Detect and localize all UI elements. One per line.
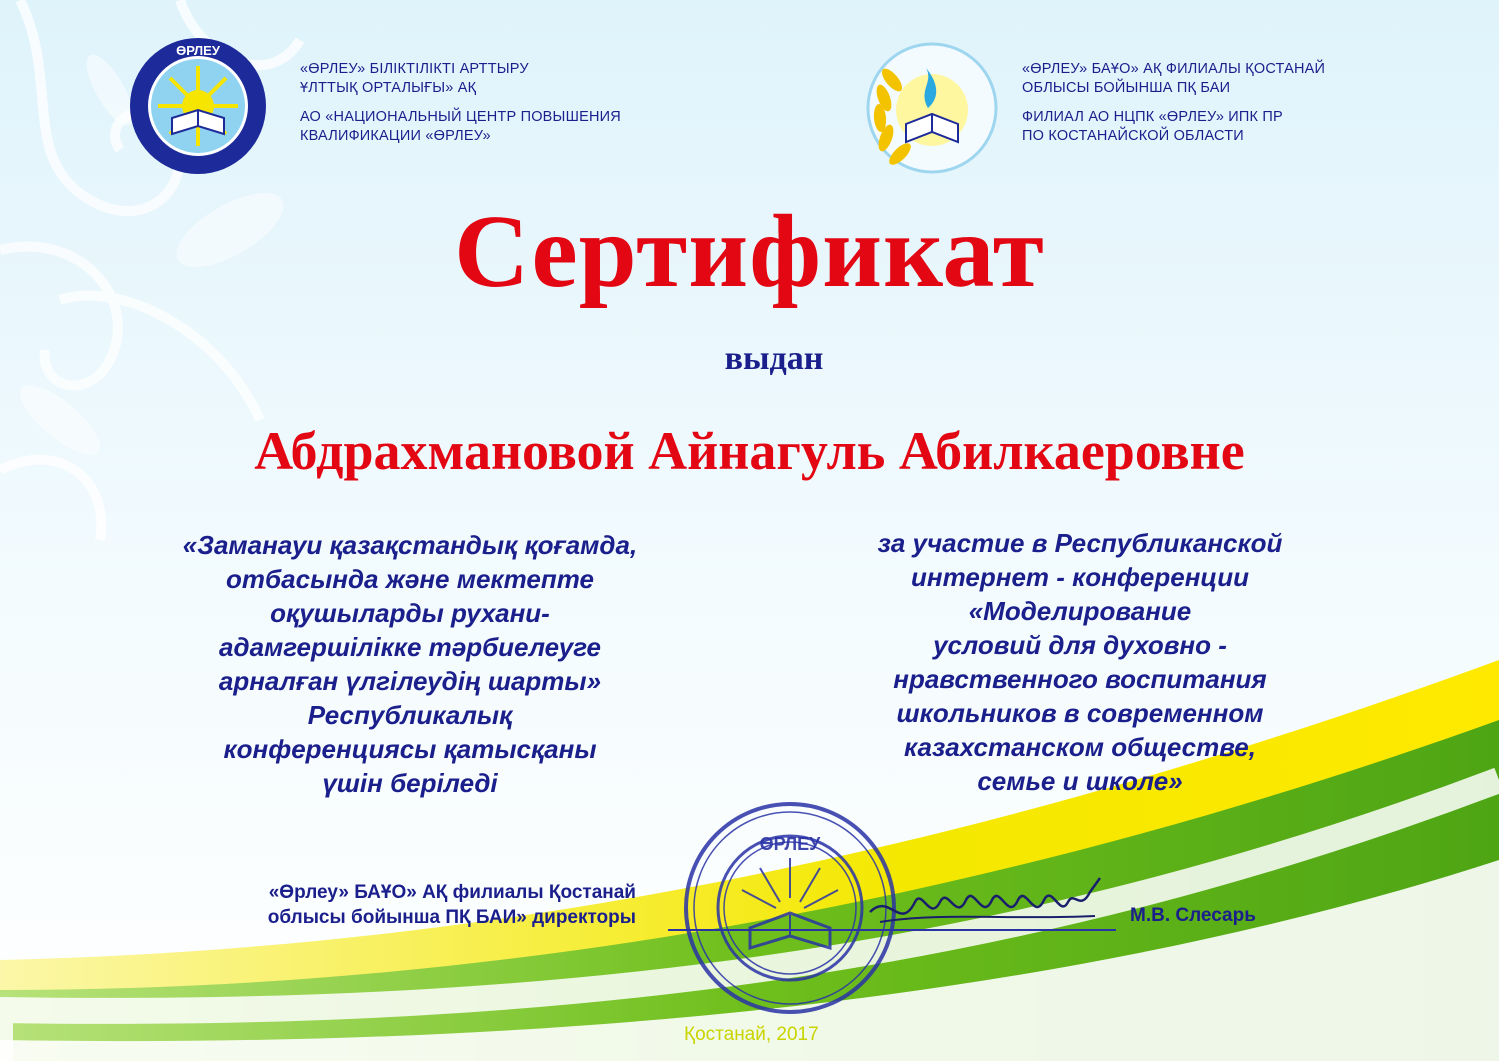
body-ru-line: школьников в современном [896, 698, 1264, 728]
director-title [120, 880, 636, 930]
header-right-kk-line1: «ӨРЛЕУ» БАҰО» АҚ ФИЛИАЛЫ ҚОСТАНАЙ [1022, 61, 1326, 77]
body-kk-line: конференциясы қатысқаны [223, 734, 597, 764]
body-kk-line: адамгершілікке тәрбиелеуге [219, 632, 601, 662]
body-kk-line: «Заманауи қазақстандық қоғамда, [182, 530, 638, 560]
place-date: Қостанай, 2017 [684, 1024, 819, 1045]
body-text-kk [110, 528, 710, 800]
svg-text:ӨРЛЕУ: ӨРЛЕУ [176, 43, 220, 58]
body-kk-line: отбасында және мектепте [226, 564, 594, 594]
signer-name: М.В. Слесарь [1130, 905, 1256, 926]
header-left-ru-line2: КВАЛИФИКАЦИИ «ӨРЛЕУ» [300, 128, 491, 144]
header-left-kk-line2: ҰЛТТЫҚ ОРТАЛЫҒЫ» АҚ [300, 80, 477, 96]
body-kk-line: Республикалық [307, 700, 513, 730]
body-ru-line: казахстанском обществе, [904, 732, 1256, 762]
header-left [300, 60, 621, 146]
issued-label: выдан [724, 340, 824, 377]
svg-text:ӨРЛЕУ: ӨРЛЕУ [759, 834, 821, 854]
body-text-ru [780, 526, 1380, 798]
certificate-title: Сертификат [454, 194, 1045, 309]
header-right-kk-line2: ОБЛЫСЫ БОЙЫНША ПҚ БАИ [1022, 80, 1231, 96]
body-ru-line: «Моделирование [968, 596, 1192, 626]
body-kk-line: арналған үлгілеудің шарты» [218, 666, 602, 696]
body-ru-line: семье и школе» [977, 766, 1183, 796]
book-flame-emblem-icon [862, 38, 1002, 178]
header-right [1022, 60, 1325, 146]
header-right-ru-line1: ФИЛИАЛ АО НЦПК «ӨРЛЕУ» ИПК ПР [1022, 109, 1283, 125]
body-ru-line: нравственного воспитания [893, 664, 1267, 694]
recipient-name: Абдрахмановой Айнагуль Абилкаеровне [254, 421, 1245, 481]
body-ru-line: за участие в Республиканской [877, 528, 1283, 558]
header-right-ru-line2: ПО КОСТАНАЙСКОЙ ОБЛАСТИ [1022, 128, 1244, 144]
header-left-kk-line1: «ӨРЛЕУ» БІЛІКТІЛІКТІ АРТТЫРУ [300, 61, 529, 77]
body-kk-line: оқушыларды рухани- [270, 598, 550, 628]
body-ru-line: условий для духовно - [933, 630, 1227, 660]
book-emblem-icon [128, 36, 268, 176]
body-ru-line: интернет - конференции [911, 562, 1249, 592]
header-left-ru-line1: АО «НАЦИОНАЛЬНЫЙ ЦЕНТР ПОВЫШЕНИЯ [300, 109, 621, 125]
director-line2: облысы бойынша ПҚ БАИ» директоры [267, 907, 636, 928]
director-line1: «Өрлеу» БАҰО» АҚ филиалы Қостанай [268, 882, 636, 903]
handwritten-signature-icon [860, 872, 1120, 942]
body-kk-line: үшін беріледі [322, 768, 498, 798]
